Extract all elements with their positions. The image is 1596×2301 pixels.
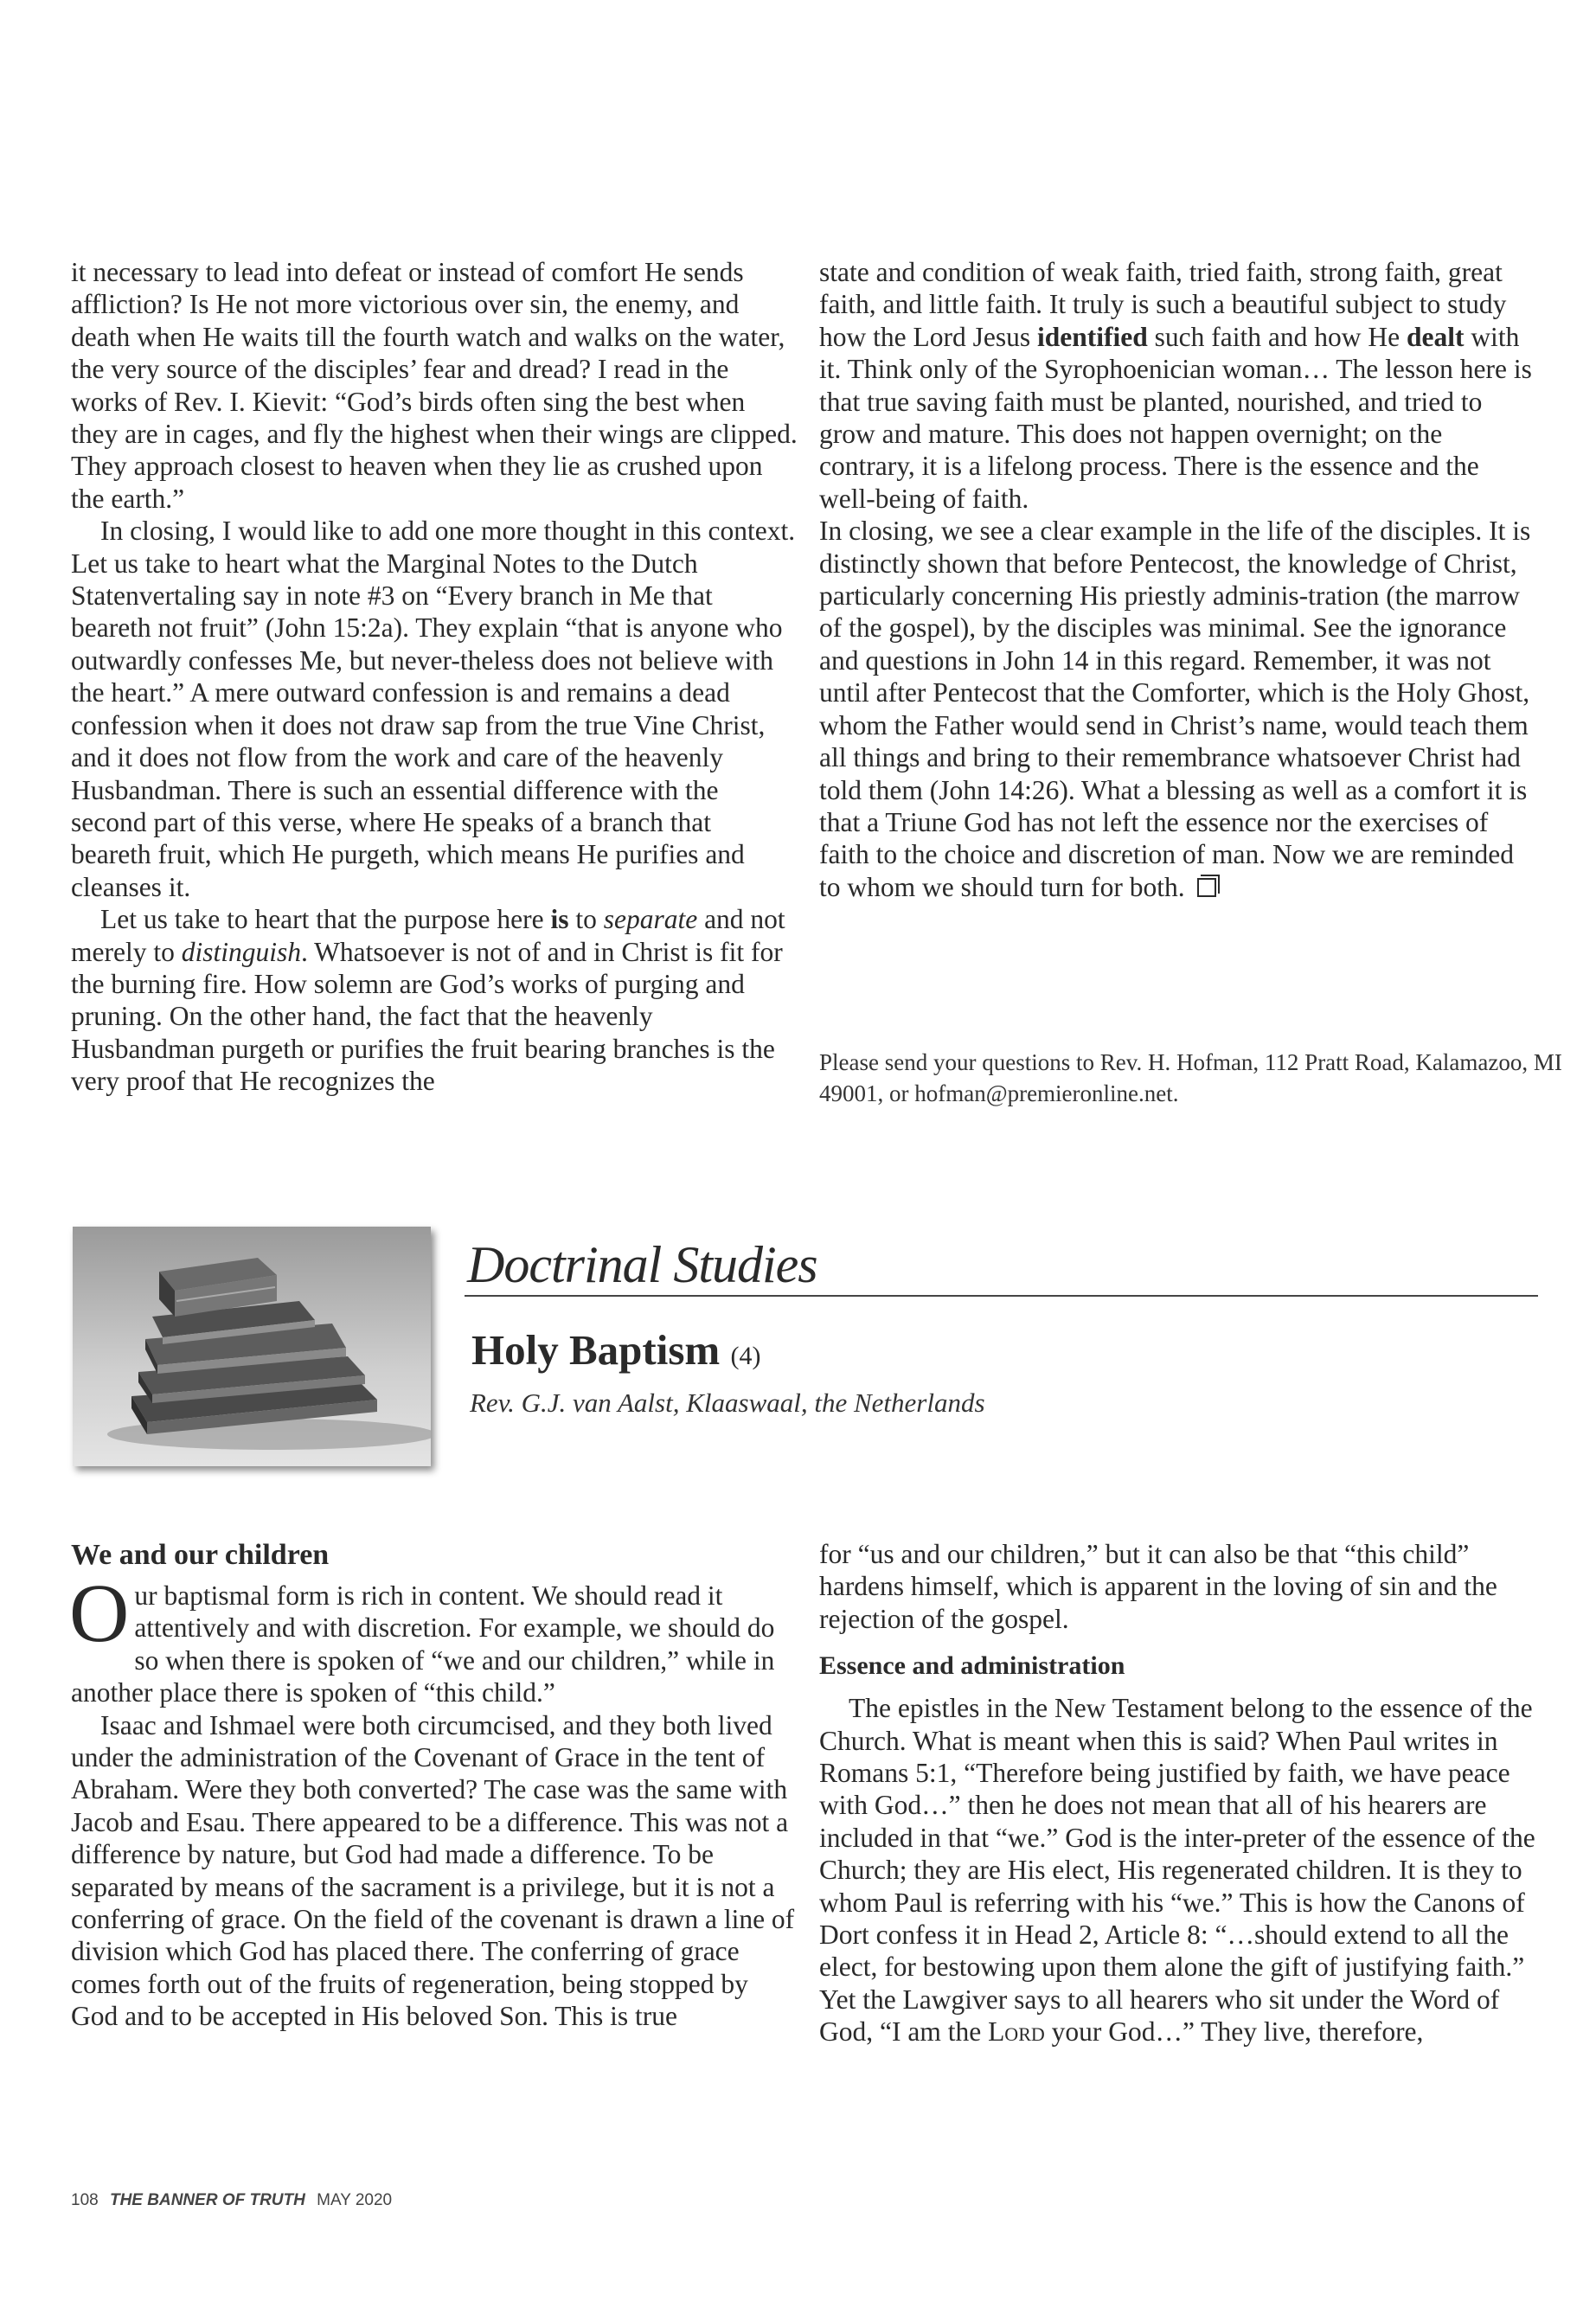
- emphasis-bold: is: [550, 904, 569, 935]
- article-title: [471, 1325, 760, 1375]
- section-divider: [465, 1295, 1538, 1297]
- emphasis-bold: dealt: [1406, 321, 1465, 352]
- author-contact-note: Please send your questions to Rev. H. Hofman, 112 Pratt Road, Kalamazoo, MI 49001, or hofman@premieronline.net.: [819, 1049, 1562, 1106]
- top-right-column: [819, 256, 1537, 903]
- page-footer: [71, 2191, 392, 2210]
- paragraph: Isaac and Ishmael were both circumcised, and they both lived under the administration of the Covenant of Grace in the tent of Abraham. Were they both converted? The case was the same with Jacob and Esau. There appeared to be a difference. This was not a difference by nature, but God had made a difference. To be separated by means of the sacrament is a privilege, but it is not a conferring of grace. On the field of the covenant is drawn a line of division which God has placed there. The conferring of grace comes forth out of the fruits of regeneration, being stopped by God and to be accepted in His beloved Son. This is true: [71, 1709, 795, 2032]
- paragraph: it necessary to lead into defeat or instead of comfort He sends affliction? Is He not more victorious over sin, the enemy, and death when He waits till the fourth watch and walks on the water, the very source of the disciples’ fear and dread? I read in the works of Rev. I. Kievit: “God’s birds often sing the best when they are in cages, and fly the highest when their wings are clipped. They approach closest to heaven when they lie as crushed upon the earth.”: [71, 257, 798, 514]
- emphasis-italic: separate: [603, 904, 698, 935]
- paragraph: Let us take to heart that the purpose here is to separate and not merely to distinguish. Whatsoever is not of and in Christ is fit for the burning fire. How solemn are God’s works of purging and pruning. On the other hand, the fact that the heavenly Husbandman purgeth or purifies the fruit bearing branches is the very proof that He recognizes the: [71, 904, 785, 1097]
- books-illustration: [73, 1227, 431, 1466]
- paragraph: Our baptismal form is rich in content. We should read it attentively and with discretion. For example, we should do so when there is spoken of “we and our children,” while in another place there is spoken of “this child.”: [69, 1567, 775, 1708]
- paragraph: for “us and our children,” but it can also be that “this child” hardens himself, which is apparent in the loving of sin and the rejection of the gospel.: [819, 1539, 1497, 1634]
- page-number: 108: [71, 2191, 99, 2209]
- emphasis-italic: distinguish: [181, 936, 301, 967]
- subheading: We and our children: [71, 1539, 330, 1571]
- drop-cap: O: [69, 1567, 130, 1659]
- paragraph: Yet the Lawgiver says to all hearers who sit under the Word of God, “I am the Lord your God…” They live, therefore,: [819, 1984, 1500, 2048]
- article-byline: Rev. G.J. van Aalst, Klaaswaal, the Netherlands: [470, 1388, 985, 1418]
- paragraph: In closing, we see a clear example in the life of the disciples. It is distinctly shown that before Pentecost, the knowledge of Christ, particularly concerning His priestly adminis-tration (the marrow of the gospel), by the disciples was minimal. See the ignorance and questions in John 14 in this regard. Remember, it was not until after Pentecost that the Comforter, which is the Holy Ghost, whom the Father would send in Christ’s name, would teach them all things and bring to their remembrance whatsoever Christ had told them (John 14:26). What a blessing as well as a comfort it is that a Triune God has not left the essence nor the exercises of faith to the choice and discretion of man. Now we are reminded to whom we should turn for both.: [819, 516, 1531, 902]
- bottom-right-column: [819, 1538, 1537, 2048]
- section-title: Doctrinal Studies: [467, 1236, 817, 1293]
- paragraph: The epistles in the New Testament belong to the essence of the Church. What is meant when this is said? When Paul writes in Romans 5:1, “Therefore being justified by faith, we have peace with God…” then he does not mean that all of his hearers are included in that “we.” God is the inter-preter of the essence of the Church; they are His elect, His regenerated children. It is they to whom Paul is referring with his “we.” This is how the Canons of Dort confess it in Head 2, Article 8: “…should extend to all the elect, for bestowing upon them alone the gift of justifying faith.”: [819, 1693, 1535, 1983]
- emphasis-bold: identified: [1036, 321, 1148, 352]
- stacked-books-photo: [73, 1227, 431, 1466]
- issue-date: MAY 2020: [317, 2191, 393, 2209]
- small-caps-lord: Lord: [988, 2016, 1045, 2048]
- article-number: (4): [730, 1342, 761, 1370]
- paragraph: state and condition of weak faith, tried faith, strong faith, great faith, and little faith. It truly is such a beautiful subject to study how the Lord Jesus identified such faith and how He dealt with it. Think only of the Syrophoenician woman… The lesson here is that true saving faith must be planted, nourished, and tried to grow and mature. This does not happen overnight; on the contrary, it is a lifelong process. There is the essence and the well-being of faith.: [819, 257, 1532, 514]
- subheading: Essence and administration: [819, 1651, 1125, 1681]
- top-left-column: [71, 256, 798, 1098]
- publication-name: THE BANNER OF TRUTH: [109, 2191, 305, 2209]
- bottom-left-column: [71, 1538, 798, 2033]
- article-title-text: Holy Baptism: [471, 1326, 721, 1374]
- open-square-icon: [1197, 878, 1216, 897]
- paragraph: In closing, I would like to add one more thought in this context. Let us take to heart what the Marginal Notes to the Dutch Statenvertaling say in note #3 on “Every branch in Me that beareth not fruit” (John 15:2a). They explain “that is anyone who outwardly confesses Me, but never-theless does not believe with the heart.” A mere outward confession is and remains a dead confession when it does not draw sap from the true Vine Christ, and it does not flow from the work and care of the heavenly Husbandman. There is such an essential difference with the second part of this verse, where He speaks of a branch that beareth fruit, which He purgeth, which means He purifies and cleanses it.: [71, 516, 796, 902]
